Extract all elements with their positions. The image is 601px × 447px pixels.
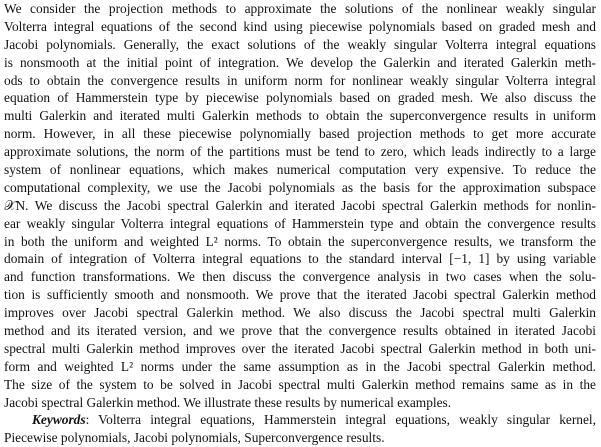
keywords-line-2: Piecewise polynomials, Jacobi polynomials, Superconvergence results. xyxy=(4,430,385,446)
abstract-line: multi Galerkin and iterated multi Galerkin methods to obtain the superconvergence results in uniform xyxy=(4,108,596,124)
abstract-line: and function transformations. We then discuss the convergence analysis in two cases when the solu- xyxy=(4,269,596,285)
abstract-line: computational complexity, we use the Jacobi polynomials as the basis for the approximation subspace xyxy=(4,179,596,195)
abstract-line: improves over Jacobi spectral Galerkin method. We also discuss the Jacobi spectral multi Galerkin xyxy=(4,305,596,321)
abstract-line: norm. However, in all these piecewise polynomially based projection methods to get more accurate xyxy=(4,126,596,142)
abstract-line: system of nonlinear equations, which makes numerical computation very expensive. To reduce the xyxy=(4,162,596,178)
abstract-line: method and its iterated version, and we prove that the convergence results obtained in iterated Jacobi xyxy=(4,323,596,339)
abstract-line: 𝒳N. We discuss the Jacobi spectral Galerkin and iterated Jacobi spectral Galerkin methods for nonlin- xyxy=(4,197,596,213)
abstract-line: form and weighted L² norms under the same assumption as in the Jacobi spectral Galerkin method. xyxy=(4,358,596,374)
abstract-line: is nonsmooth at the initial point of integration. We develop the Galerkin and iterated Galerkin meth- xyxy=(4,54,596,70)
abstract-block xyxy=(4,0,596,447)
abstract-line: The size of the system to be solved in Jacobi spectral multi Galerkin method remains same as in the xyxy=(4,376,596,392)
abstract-line: domain of integration of Volterra integral equations to the standard interval [−1, 1] by using variable xyxy=(4,251,596,267)
abstract-line: We consider the projection methods to approximate the solutions of the nonlinear weakly singular xyxy=(4,1,596,16)
abstract-line: ods to obtain the convergence results in uniform norm for nonlinear weakly singular Volterra integral xyxy=(4,72,596,88)
keywords-label: Keywords xyxy=(32,412,86,428)
abstract-line: ear weakly singular Volterra integral equations of Hammerstein type and obtain the convergence results xyxy=(4,215,596,231)
abstract-line: Volterra integral equations of the second kind using piecewise polynomials based on graded mesh and xyxy=(4,18,596,34)
abstract-line: approximate solutions, the norm of the partitions must be tend to zero, which leads indirectly to a large xyxy=(4,144,596,160)
abstract-line: spectral multi Galerkin method improves over the iterated Jacobi spectral Galerkin method in both uni- xyxy=(4,340,596,356)
keywords-line xyxy=(4,411,596,429)
abstract-line: tion is sufficiently smooth and nonsmooth. We prove that the iterated Jacobi spectral Galerkin method xyxy=(4,287,596,303)
abstract-line: Jacobi spectral Galerkin method. We illustrate these results by numerical examples. xyxy=(4,394,452,410)
abstract-line: Jacobi polynomials. Generally, the exact solutions of the weakly singular Volterra integral equations xyxy=(4,36,596,52)
keywords-text: : Volterra integral equations, Hammerstein integral equations, weakly singular kernel, xyxy=(85,412,596,428)
abstract-line: equation of Hammerstein type by piecewise polynomials based on graded mesh. We also discuss the xyxy=(4,90,596,106)
abstract-line: in both the uniform and weighted L² norms. To obtain the superconvergence results, we transform the xyxy=(4,233,596,249)
